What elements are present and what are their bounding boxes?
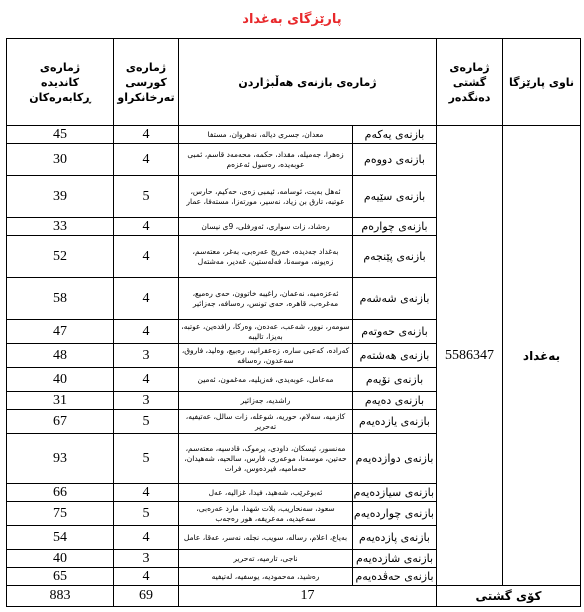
candidates-cell: 33 [7, 218, 114, 236]
zone-cell: بازنەی سیازدەیەم [353, 484, 437, 502]
zone-cell: بازنەی نۆیەم [353, 368, 437, 392]
candidates-cell: 67 [7, 410, 114, 434]
candidates-cell: 48 [7, 344, 114, 368]
candidates-cell: 40 [7, 550, 114, 568]
candidates-cell: 65 [7, 568, 114, 586]
seats-cell: 4 [114, 278, 179, 320]
seats-cell: 5 [114, 502, 179, 526]
neighborhoods-cell: کازمیە، سەلام، حوریە، شوعلە، زات سالل، عەتیفیە، تەحریر [179, 410, 353, 434]
seats-cell: 4 [114, 320, 179, 344]
seats-cell: 5 [114, 410, 179, 434]
zone-cell: بازنەی دوازدەیەم [353, 434, 437, 484]
zones-table [6, 38, 581, 607]
total-seats: 69 [114, 586, 179, 607]
header-row [7, 39, 581, 126]
seats-cell: 5 [114, 434, 179, 484]
neighborhoods-cell: مەعامل، عوبەیدی، فەزیلیە، مەغمون، ئەمین [179, 368, 353, 392]
neighborhoods-cell: ئەهل بەیت، ئوسامە، ئیمبی زەی، حەکیم، حارس، عوتبە، تارق بن زیاد، نەسیر، مورتەزا، مستەفا، عمار [179, 176, 353, 218]
neighborhoods-cell: ئەعزەمیە، نەعمان، راغیبە خاتوون، حەی رەمیع، مەغرەب، قاهرە، حەی تونس، رەسافە، جەزائیر [179, 278, 353, 320]
total-zones: 17 [179, 586, 437, 607]
header-population: ژمارەی گشتی دەنگدەر [437, 39, 503, 126]
seats-cell: 3 [114, 392, 179, 410]
candidates-cell: 58 [7, 278, 114, 320]
neighborhoods-cell: سعود، سەنحاریب، بلات شهدا، مارد عەرەبی، سەعیدیە، مەعریفە، هور رەجەب [179, 502, 353, 526]
population-cell: 5586347 [437, 126, 503, 586]
zone-cell: بازنەی حەوتەم [353, 320, 437, 344]
zone-cell: بازنەی یەکەم [353, 126, 437, 144]
zone-cell: بازنەی حەڤدەیەم [353, 568, 437, 586]
seats-cell: 3 [114, 344, 179, 368]
candidates-cell: 45 [7, 126, 114, 144]
candidates-cell: 47 [7, 320, 114, 344]
header-governorate: ناوی پارێزگا [503, 39, 581, 126]
zone-cell: بازنەی سێیەم [353, 176, 437, 218]
candidates-cell: 75 [7, 502, 114, 526]
neighborhoods-cell: رەشاد، زات سواری، ئەورفلی، 9ی نیسان [179, 218, 353, 236]
candidates-cell: 54 [7, 526, 114, 550]
neighborhoods-cell: بەغداد جەدیدە، خەریج عەرەبی، بەغر، معتەسم، زەیونە، موسەنا، فەلەستین، غەدیر، مەشتەل [179, 236, 353, 278]
governorate-cell: بەغداد [503, 126, 581, 586]
zone-cell: بازنەی چوارەم [353, 218, 437, 236]
seats-cell: 5 [114, 176, 179, 218]
zone-cell: بازنەی شەشەم [353, 278, 437, 320]
neighborhoods-cell: کەرادە، کەعبی سارە، زەعفرانیە، رەبیع، وەلید، فاروق، سەعدون، رەسافە [179, 344, 353, 368]
table-row [7, 126, 581, 144]
candidates-cell: 52 [7, 236, 114, 278]
total-label: کۆی گشتی [437, 586, 581, 607]
seats-cell: 4 [114, 144, 179, 176]
seats-cell: 4 [114, 236, 179, 278]
candidates-cell: 66 [7, 484, 114, 502]
zone-cell: بازنەی چواردەیەم [353, 502, 437, 526]
candidates-cell: 39 [7, 176, 114, 218]
zone-cell: بازنەی شازدەیەم [353, 550, 437, 568]
zone-cell: بازنەی دەیەم [353, 392, 437, 410]
zone-cell: بازنەی یازدەیەم [353, 410, 437, 434]
neighborhoods-cell: ناجی، تارمیە، تەحریر [179, 550, 353, 568]
seats-cell: 3 [114, 550, 179, 568]
zone-cell: بازنەی پێنجەم [353, 236, 437, 278]
neighborhoods-cell: راشدیە، جەزائیر [179, 392, 353, 410]
seats-cell: 4 [114, 526, 179, 550]
total-candidates: 883 [7, 586, 114, 607]
zone-cell: بازنەی هەشتەم [353, 344, 437, 368]
zone-cell: بازنەی پازدەیەم [353, 526, 437, 550]
candidates-cell: 30 [7, 144, 114, 176]
candidates-cell: 93 [7, 434, 114, 484]
candidates-cell: 31 [7, 392, 114, 410]
zone-cell: بازنەی دووەم [353, 144, 437, 176]
seats-cell: 4 [114, 368, 179, 392]
page-title: پارێزگای بەغداد [242, 12, 342, 27]
neighborhoods-cell: ئەبوغرێب، شەهید، فیدا، غزالیە، عەل [179, 484, 353, 502]
seats-cell: 4 [114, 218, 179, 236]
neighborhoods-cell: معدان، جسری دیالە، نەهروان، مستفا [179, 126, 353, 144]
header-neighborhoods: ژمارەی بازنەی هەڵبژاردن [179, 39, 437, 126]
neighborhoods-cell: زەهرا، جەمیلە، مقداد، حکمە، محەمەد قاسم، ئمبی عوبەیدە، رەسول ئەعزەم [179, 144, 353, 176]
neighborhoods-cell: سومەر، نوور، شەعب، عەدەن، وەرکا، رافدەین، عوتبە، بەیزا، تالیبە [179, 320, 353, 344]
neighborhoods-cell: بەیاع، اعلام، رسالە، سویب، نجلە، نەسر، عەقا، عامل [179, 526, 353, 550]
candidates-cell: 40 [7, 368, 114, 392]
total-row [7, 586, 581, 607]
seats-cell: 4 [114, 568, 179, 586]
seats-cell: 4 [114, 126, 179, 144]
header-candidates: ژمارەی کاندیدە ڕکابەرەکان [7, 39, 114, 126]
header-seats: ژمارەی کورسی تەرخانکراو [114, 39, 179, 126]
neighborhoods-cell: مەنسور، ئیسکان، داودی، یرموک، قادسیە، معتەسم، حەتین، موسەنا، موعەری، فارس، سالحیە، شەهیدان، حەمامیە، فیردەوس، فرات [179, 434, 353, 484]
seats-cell: 4 [114, 484, 179, 502]
neighborhoods-cell: رەشید، مەحمودیە، یوسفیە، لەتیفیە [179, 568, 353, 586]
